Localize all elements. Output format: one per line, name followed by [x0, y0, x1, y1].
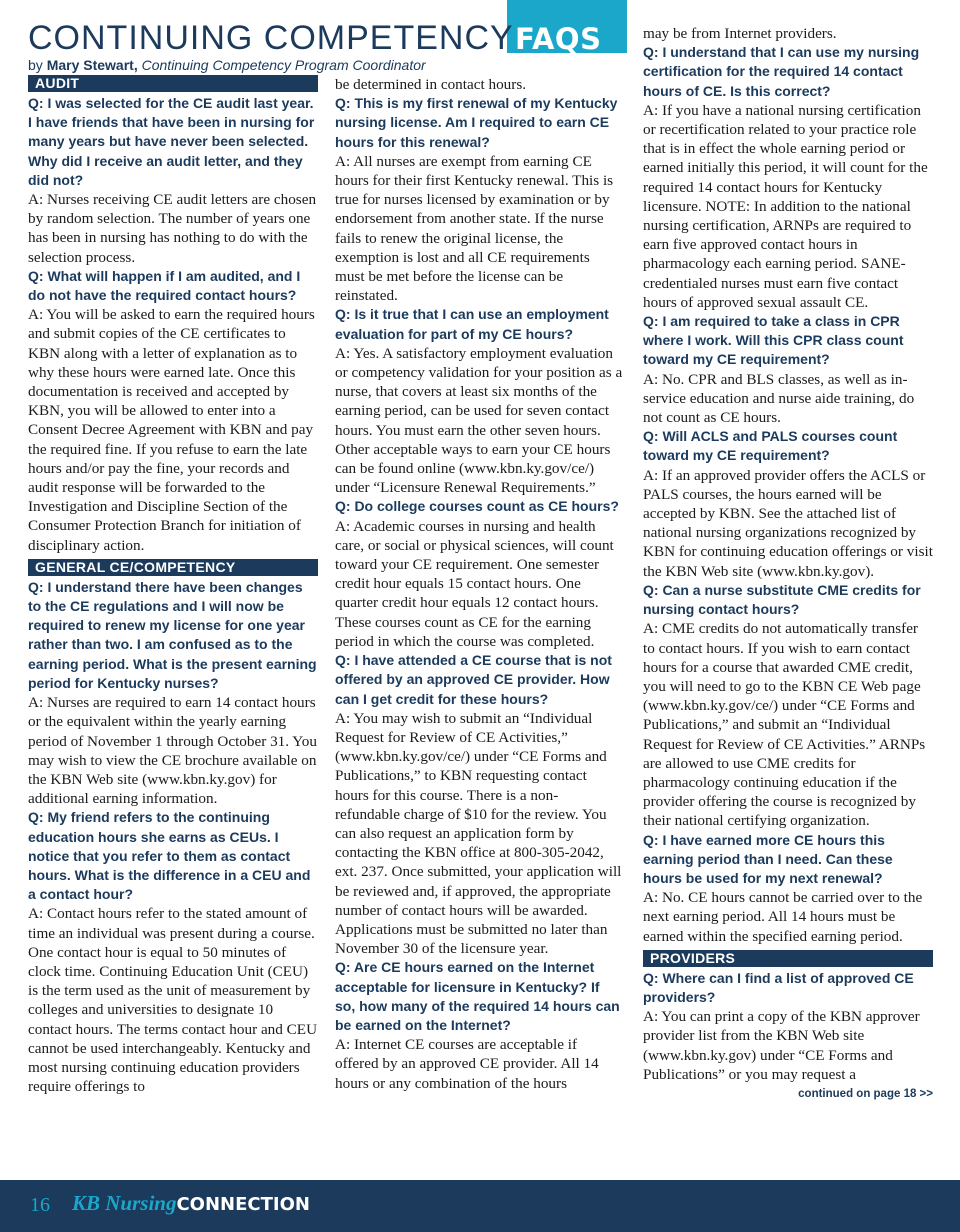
- answer: A: No. CE hours cannot be carried over to the next earning period. All 14 hours must be earned within the specified earning period.: [643, 889, 923, 945]
- question: Q: I have earned more CE hours this earning period than I need. Can these hours be used for my next renewal?: [643, 831, 893, 886]
- section-heading-providers: PROVIDERS: [643, 950, 933, 967]
- question: Q: I was selected for the CE audit last year. I have friends that have been in nursing for many years but have never been selected. Why did I receive an audit letter, and they did not?: [28, 95, 315, 188]
- question: Q: This is my first renewal of my Kentucky nursing license. Am I required to earn CE hours for this renewal?: [335, 95, 618, 150]
- column-3: [643, 24, 933, 1102]
- page-title: CONTINUING COMPETENCY: [28, 19, 514, 57]
- question: Q: My friend refers to the continuing education hours she earns as CEUs. I notice that you refer to them as contact hours. What is the difference in a CEU and a contact hour?: [28, 809, 311, 903]
- logo-bold: CONNECTION: [176, 1194, 310, 1215]
- byline-prefix: by: [28, 57, 43, 73]
- answer: A: You can print a copy of the KBN approver provider list from the KBN Web site (www.kbn.ky.gov) under “CE Forms and Publications” or you may request a: [643, 1008, 920, 1083]
- logo-italic: KB Nursing: [72, 1191, 177, 1215]
- page-number: 16: [30, 1194, 50, 1216]
- question: Q: Will ACLS and PALS courses count toward my CE requirement?: [643, 428, 898, 464]
- question: Q: Is it true that I can use an employment evaluation for part of my CE hours?: [335, 306, 609, 342]
- section-heading-general: GENERAL CE/COMPETENCY: [28, 559, 318, 576]
- answer: A: You may wish to submit an “Individual Request for Review of CE Activities,” (www.kbn.ky.gov/ce/) under “CE Forms and Publications,” to KBN requesting contact hours for this course. There is a non-refundable charge of $10 for the review. You can also request an application form by contacting the KBN office at 800-305-2042, ext. 237. Once submitted, your application will be reviewed and, if approved, the appropriate number of contact hours will be awarded. Applications must be submitted no later than November 30 of the licensure year.: [335, 709, 622, 958]
- answer-continuation: may be from Internet providers.: [643, 25, 837, 42]
- column-2: [335, 75, 623, 1093]
- author-name: Mary Stewart,: [46, 57, 138, 73]
- byline: [28, 57, 426, 73]
- question: Q: Where can I find a list of approved CE providers?: [643, 969, 914, 1005]
- question: Q: Are CE hours earned on the Internet acceptable for licensure in Kentucky? If so, how many of the required 14 hours can be earned on the Internet?: [335, 959, 620, 1033]
- footer: [0, 1180, 960, 1232]
- continued-link[interactable]: continued on page 18 >>: [798, 1087, 933, 1100]
- answer-continuation: be determined in contact hours.: [335, 76, 527, 93]
- answer: A: No. CPR and BLS classes, as well as in-service education and nurse aide training, do not count as CE hours.: [643, 370, 915, 427]
- column-1: [28, 75, 318, 1096]
- answer: A: Academic courses in nursing and health care, or social or physical sciences, will count toward your CE requirement. One semester credit hour equals 15 contact hours. One quarter credit hour equals 12 contact hours. These courses count as CE for the earning period in which the course was completed.: [335, 517, 614, 650]
- answer: A: If you have a national nursing certification or recertification related to your practice role that is in effect the whole earning period or earned initially this period, it will count for the required 14 contact hours for Kentucky licensure. NOTE: In addition to the national nursing certification, ARNPs are required to earn five approved contact hours in pharmacology each earning period. SANE-credentialed nurses must earn five contact hours of approved sexual assault CE.: [643, 101, 928, 311]
- question: Q: I am required to take a class in CPR where I work. Will this CPR class count toward my CE requirement?: [643, 313, 904, 368]
- question: Q: Do college courses count as CE hours?: [335, 498, 619, 515]
- question: Q: Can a nurse substitute CME credits for nursing contact hours?: [643, 581, 921, 618]
- answer: A: Nurses are required to earn 14 contact hours or the equivalent within the yearly earning period of November 1 through October 31. You may wish to view the CE brochure available on the KBN Web site (www.kbn.ky.gov) for additional earning information.: [28, 694, 317, 808]
- question: Q: I have attended a CE course that is not offered by an approved CE provider. How can I get credit for these hours?: [335, 652, 612, 707]
- question: Q: I understand there have been changes to the CE regulations and I will now be required to renew my license for one year rather than two. I am confused as to the earning period. What is the present earning period for Kentucky nurses?: [28, 578, 317, 691]
- page-title-emphasis: FAQS: [515, 22, 602, 56]
- answer: A: If an approved provider offers the ACLS or PALS courses, the hours earned will be accepted by KBN. See the attached list of national nursing organizations recognized by KBN for continuing education offerings or visit the KBN Web site (www.kbn.ky.gov).: [643, 466, 933, 580]
- question: Q: What will happen if I am audited, and I do not have the required contact hours?: [28, 267, 301, 304]
- question: Q: I understand that I can use my nursing certification for the required 14 contact hours of CE. Is this correct?: [643, 44, 920, 99]
- answer: A: All nurses are exempt from earning CE hours for their first Kentucky renewal. This is true for nurses licensed by examination or by endorsement from another state. If the nurse fails to renew the original license, the exemption is lost and all CE requirements must be met before the license can be reinstated.: [335, 152, 614, 305]
- answer: A: You will be asked to earn the required hours and submit copies of the CE certificates to KBN along with a letter of explanation as to why these hours were earned late. Once this documentation is received and accepted by KBN, you will be allowed to enter into a Consent Decree Agreement with KBN and pay the required fine. If you refuse to earn the late hours and/or pay the fine, your records and audit response will be forwarded to the Investigation and Discipline Section of the Consumer Protection Branch for initiation of disciplinary action.: [28, 306, 315, 554]
- answer: A: Internet CE courses are acceptable if offered by an approved CE provider. All 14 hours or any combination of the hours: [335, 1036, 599, 1092]
- section-heading-audit: AUDIT: [28, 75, 318, 92]
- author-role: Continuing Competency Program Coordinator: [141, 57, 426, 73]
- answer: A: Yes. A satisfactory employment evaluation or competency validation for your position as a nurse, that covers at least six months of the earning period, can be used for seven contact hours. You must earn the other seven hours. Other acceptable ways to earn your CE hours can be found online (www.kbn.ky.gov/ce/) under “Licensure Renewal Requirements.”: [335, 344, 623, 497]
- answer: A: Nurses receiving CE audit letters are chosen by random selection. The number of years one has been in nursing has nothing to do with the selection process.: [28, 191, 317, 266]
- answer: A: CME credits do not automatically transfer to contact hours. If you wish to earn contact hours for a course that awarded CME credit, you will need to go to the KBN CE Web page (www.kbn.ky.gov/ce/) under “CE Forms and Publications,” and submit an “Individual Request for Review of CE Activities.” ARNPs are allowed to use CME credits for pharmacology continuing education if the provider offering the course is recognized by their national certifying organization.: [643, 620, 926, 830]
- answer: A: Contact hours refer to the stated amount of time an individual was present during a course. One contact hour is equal to 50 minutes of clock time. Continuing Education Unit (CEU) is the term used as the unit of measurement by colleges and universities to designate 10 contact hours. The terms contact hour and CEU cannot be used interchangeably. Kentucky and most nursing continuing education providers require offerings to: [28, 905, 318, 1096]
- publication-logo: [72, 1191, 310, 1216]
